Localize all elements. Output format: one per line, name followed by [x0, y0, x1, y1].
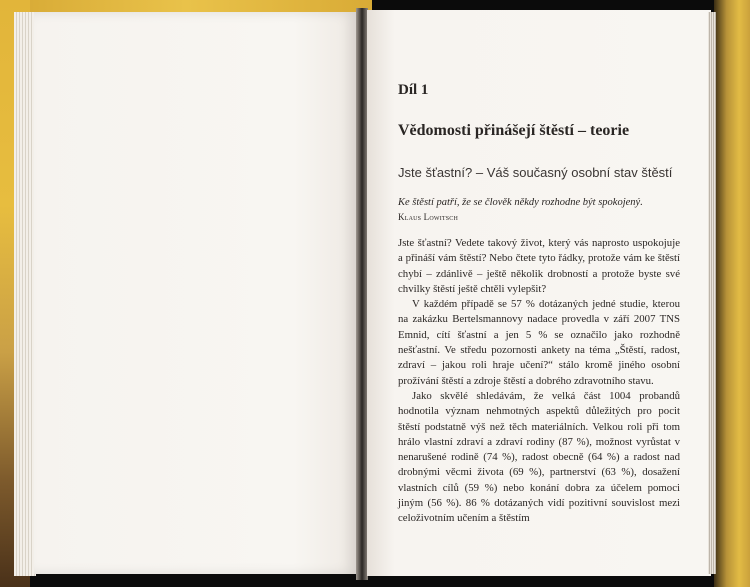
part-heading: Díl 1	[398, 82, 429, 98]
chapter-title: Vědomosti přinášejí štěstí – teorie	[398, 122, 630, 139]
book-cover-right-edge	[714, 0, 750, 587]
epigraph-author: Klaus Lowitsch	[398, 212, 459, 222]
paragraph-2: V každém případě se 57 % dotázaných jedné studie, kterou na zakázku Bertelsmannovy nadace provedla v září 2007 TNS Emnid, cítí šťastní a jen 5 % se označilo jako rozhodně nešťastní. Ve středu pozornosti ankety na téma „Štěstí, radost, zdraví – jakou roli hraje učení?“ stálo kromě jiného osobní prožívání štěstí a zdroje štěstí a dobrého zdravotního stavu.	[398, 298, 680, 387]
right-page-stack	[708, 12, 716, 574]
left-page-stack	[14, 12, 36, 576]
body-text	[398, 236, 680, 527]
paragraph-3: Jako skvělé shledávám, že velká část 1004 probandů hodnotila význam nehmotných aspektů důležitých pro pocit štěstí podstatně výš než těch materiálních. Velkou roli při tom hrálo vlastní zdraví a zdraví rodiny (87 %), možnost vyrůstat v nenarušené rodině (74 %), radost obecně (64 %) a radost nad drobnými věcmi života (69 %), partnerství (63 %), dosažení vlastních cílů (59 %) nebo konání dobra za účelem pomoci jiným (56 %). 86 % dotázaných vidí pozitivní souvislost mezi celoživotním učením a štěstím	[398, 389, 680, 525]
left-page-blank	[34, 12, 358, 574]
epigraph-quote: Ke štěstí patří, že se člověk někdy rozhodne být spokojený.	[398, 197, 643, 208]
section-title: Jste šťastní? – Váš současný osobní stav štěstí	[398, 165, 673, 180]
paragraph-1: Jste šťastní? Vedete takový život, který vás naprosto uspokojuje a přináší vám štěstí? Nebo čtete tyto řádky, protože vám ke štěstí chybí – zdánlivě – ještě několik drobností a protože byste své chvilky štěstí ještě chtěli vylepšit?	[398, 237, 680, 295]
